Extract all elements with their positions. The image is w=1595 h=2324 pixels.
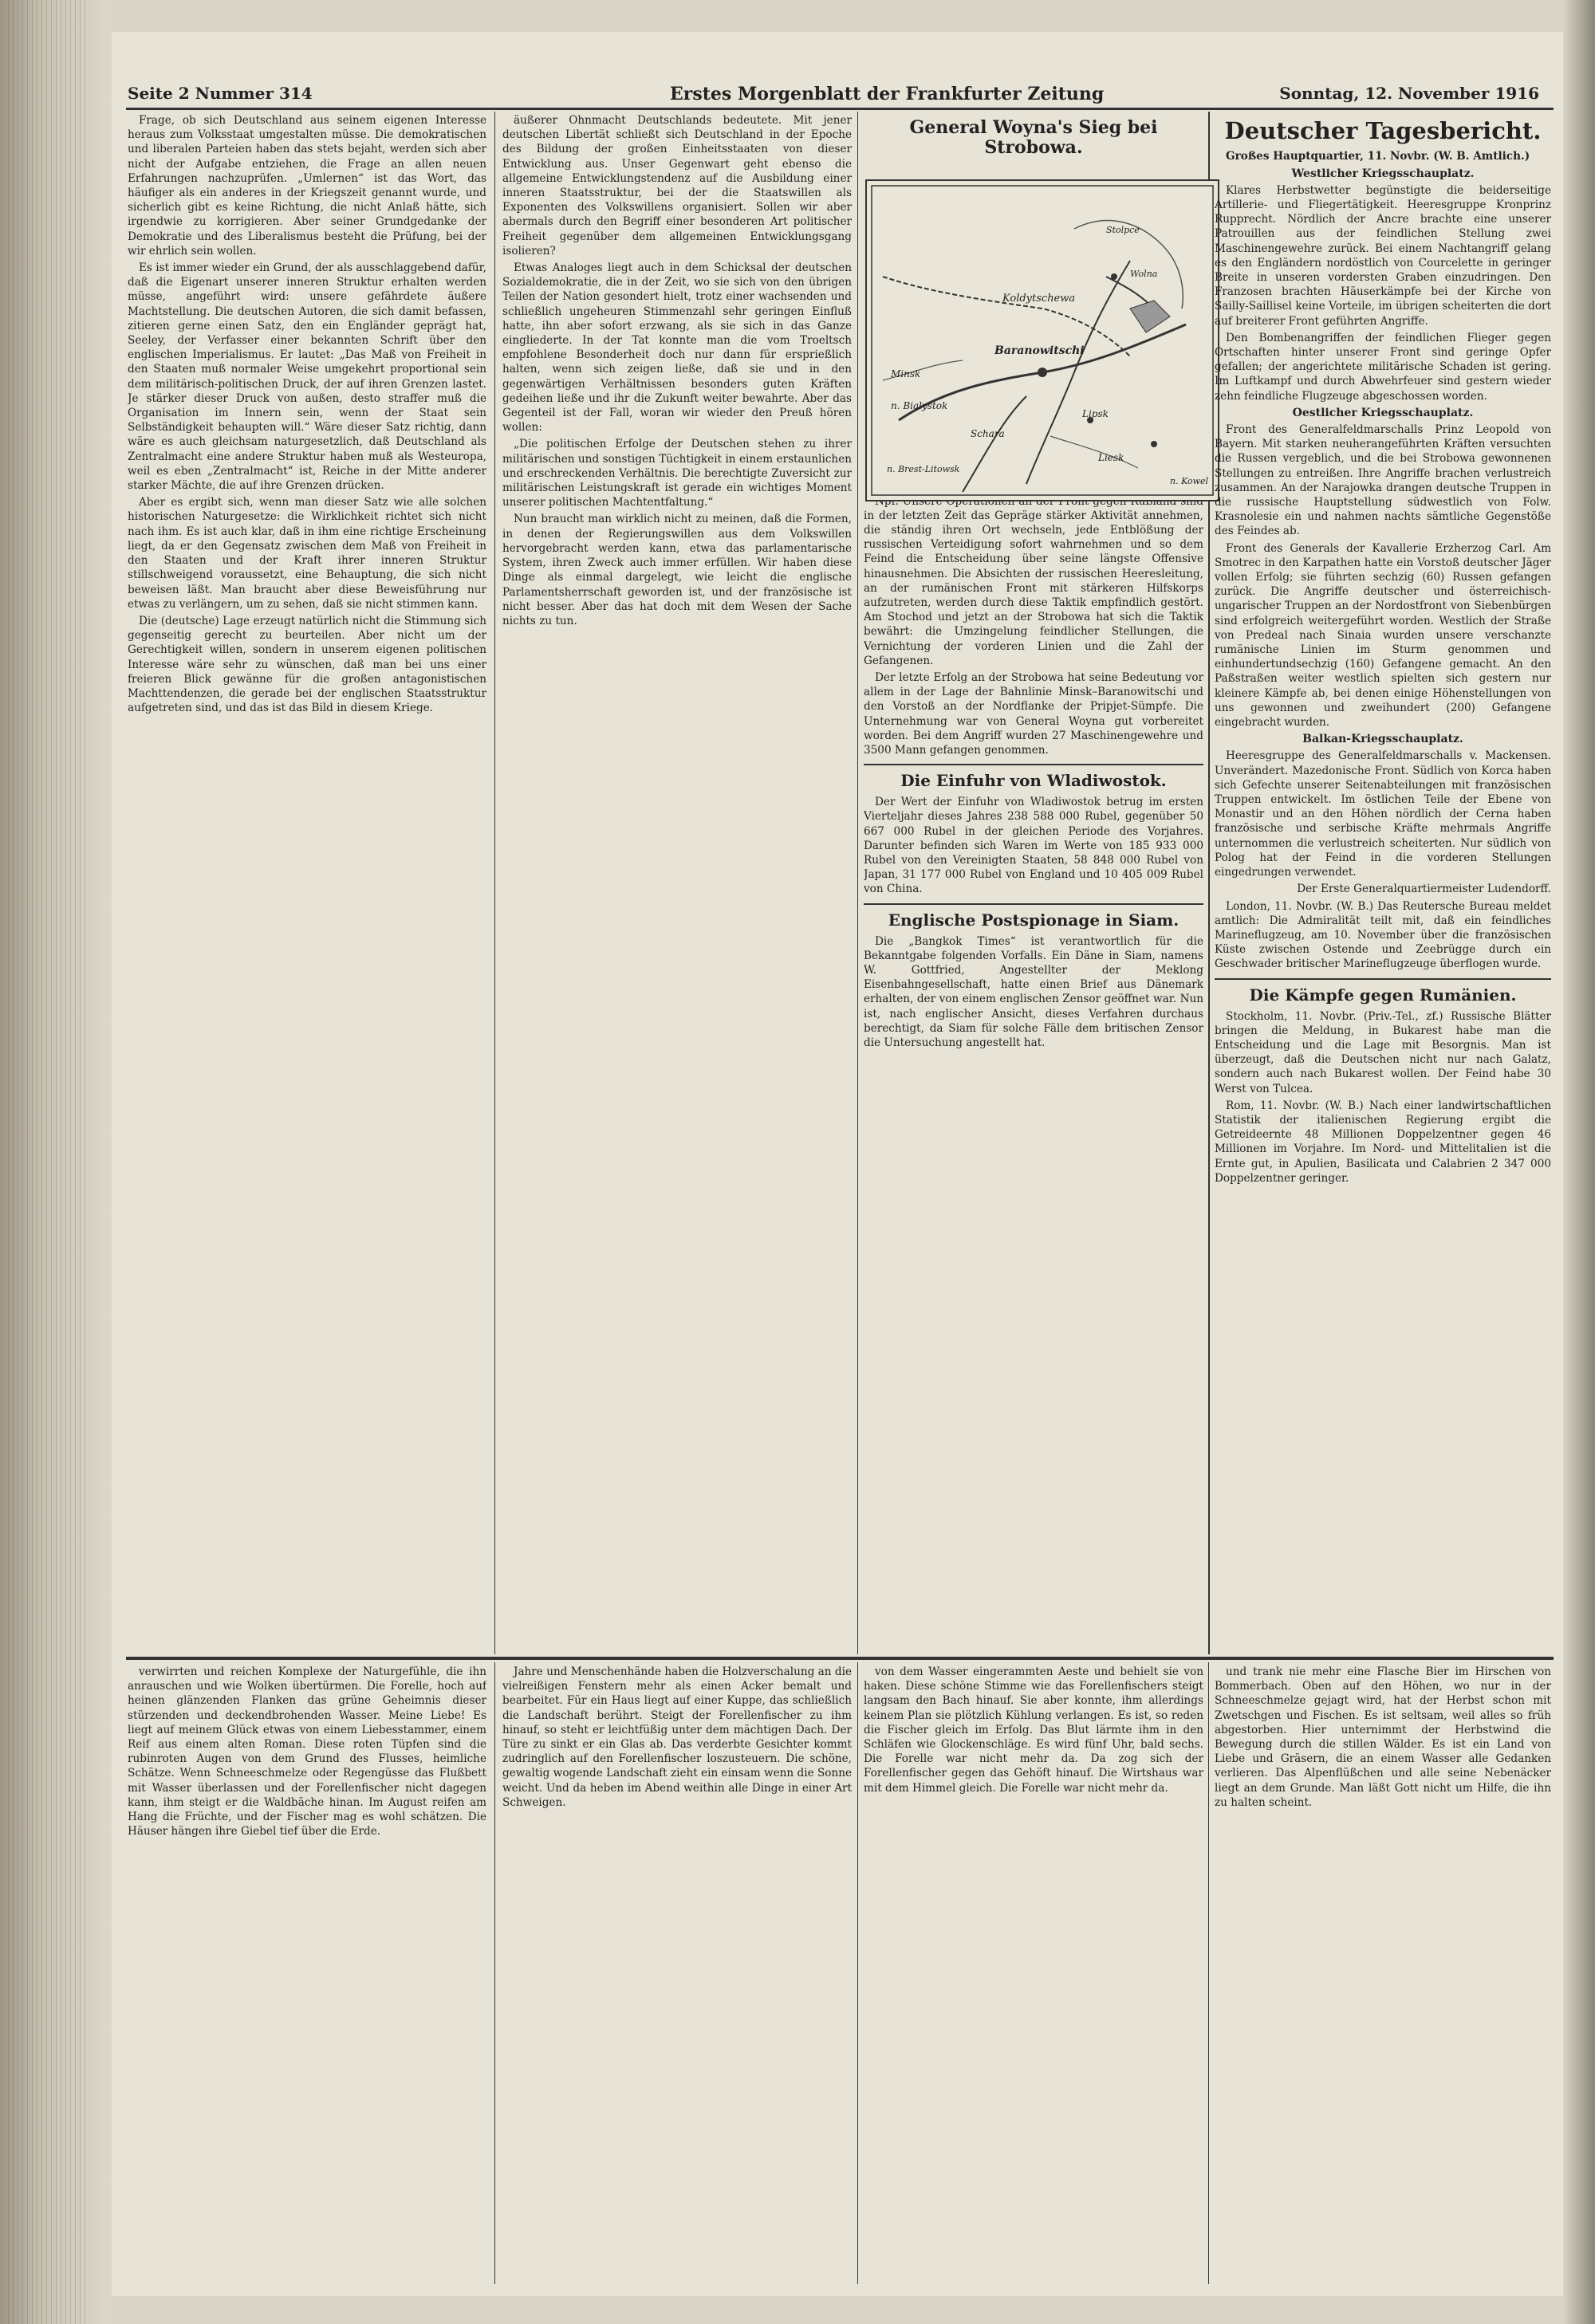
article-paragraph: „Die politischen Erfolge der Deutschen stehen zu ihrer militärischen und sonstigen Tüchtigkeit in einem erstaunlichen und erschreckenden Verhältnis. Die berechtigte Zuversicht zur militärischen Leistungskraft ist gerade ein wichtiges Moment unserer politischen Machtentfaltung.“ — [502, 438, 852, 509]
column-2 — [502, 113, 852, 1652]
tagesbericht-headline: Deutscher Tagesbericht. — [1224, 117, 1542, 144]
feuilleton-text: verwirrten und reichen Komplexe der Naturgefühle, die ihn anrauschen und wie Wolken übertürmen. Die Forelle, hoch auf heinen glänzenden Flanken das grüne Geheimnis dieser stürzenden und deckendbrohenden Wasser. Meine Liebe! Es liegt auf meinem Glück etwas von einem Liebesstammer, einem Reif aus einem alten Roman. Diese roten Tüpfen sind die rubinroten Augen von dem Grund des Flusses, heimliche Schätze. Wenn Schneeschmelze oder Regengüsse das Flußbett mit Wasser überlassen und der Forellenfischer nicht dagegen kann, ihm steigt er die Waldbäche hinan. Im August reifen am Hang die Früchte, und der Fischer mag es wohl schätzen. Die Häuser hängen ihre Giebel tief über die Erde. — [128, 1665, 486, 1838]
article-paragraph: Aber es ergibt sich, wenn man dieser Satz wie alle solchen historischen Naturgesetze: die Wirklichkeit richtet sich nicht nach ihm. Es ist auch klar, daß in ihm eine richtige Erscheinung liegt, da er den Gegensatz zwischen dem Maß von Freiheit in den Staaten und der Kraft ihrer inneren Struktur stillschweigend voraussetzt, eine Behauptung, die sich nicht beweisen läßt. Man braucht aber diese Beweisführung nur etwas zu verlängern, um zu sehen, daß sie nicht stimmen kann. — [128, 496, 486, 611]
rumaenien-headline: Die Kämpfe gegen Rumänien. — [1249, 985, 1517, 1005]
feuilleton-col-2 — [502, 1665, 852, 2279]
map-label: Stolpce — [1106, 225, 1140, 235]
page-number: Seite 2 Nummer 314 — [128, 84, 313, 103]
east-report: Front des Generalfeldmarschalls Prinz Leopold von Bayern. Mit starken neuherangeführten Kräften versuchten die Russen vergeblich, und die bei Strobowa gewonnenen Stellungen zu entreißen. Ihre Angriffe brachen verlustreich zusammen. An der Narajowka drangen deutsche Truppen in die russische Hauptstellung südwestlich von Folw. Krasnolesie ein und nahmen nachts sämtliche Gegenstöße des Feindes ab. — [1215, 423, 1551, 538]
siam-text: Die „Bangkok Times“ ist verantwortlich für die Bekanntgabe folgenden Vorfalls. Ein Däne in Siam, namens W. Gottfried, Angestellter der Meklong Eisenbahngesellschaft, hatte einen Brief aus Dänemark erhalten, der von einem englischen Zensor geöffnet war. Nun ist, nach englischer Ansicht, dieses Verfahren durchaus berechtigt, da Siam für solche Fälle dem britischen Zensor die Untersuchung angestellt hat. — [864, 934, 1203, 1050]
map-label: Schara — [971, 428, 1005, 439]
map-label: Minsk — [891, 368, 921, 379]
issue-date: Sonntag, 12. November 1916 — [1279, 84, 1539, 103]
feuilleton-col-3 — [864, 1665, 1203, 2279]
bottom-rule-1 — [494, 1662, 495, 2284]
london-report: London, 11. Novbr. (W. B.) Das Reutersche Bureau meldet amtlich: Die Admiralität teilt mit, daß ein feindliches Marineflugzeug, am 10. November über die französischen Küste zwischen Ostende und Zeebrügge durch ein Geschwader britischer Marineflugzeuge überflogen wurde. — [1215, 899, 1551, 971]
feuilleton-text: Jahre und Menschenhände haben die Holzverschalung an die vielreißigen Fenstern mehr als einen Acker bemalt und bearbeitet. Für ein Haus liegt auf einer Kuppe, das schließlich die Landschaft berührt. Steigt der Forellenfischer zu ihm hinauf, so steht er leichtfüßig unter dem mächtigen Dach. Der Türe zu sinkt er ein Glas ab. Das verderbte Gesichter kommt zudringlich auf den Forellenfischer loszusteuern. Die schöne, gewaltig wogende Landschaft zieht ein einsam wenn die Sonne weicht. Und da heben im Abend weithin alle Dinge in einer Art Schweigen. — [502, 1665, 852, 1809]
map-drawing — [867, 181, 1218, 500]
map-label: n. Brest-Litowsk — [887, 464, 960, 474]
feuilleton-col-4 — [1215, 1665, 1551, 2279]
article-paragraph: Etwas Analoges liegt auch in dem Schicksal der deutschen Sozialdemokratie, die in der Zeit, wo sie sich von den übrigen Teilen der Nation gesondert hielt, trotz einer wachsenden und schließlich ungeheuren Stimmenzahl sehr geringen Einfluß hatte, ihn aber sofort erzwang, als sie sich in das Ganze eingliederte. In der Tat konnte man die vom Troeltsch empfohlene Besonderheit doch nur dann für ersprießlich halten, wenn sich zeigen ließe, daß sie und in den gegenwärtigen Verhältnissen besonders guten Kräften gedeihen ließe und ihr die Zukunft weiter bewahrte. Aber das Gegenteil ist der Fall, woran wir wieder den Preuß hören wollen: — [502, 261, 852, 435]
baranowitschi-marker — [1038, 368, 1047, 377]
rom-report: Rom, 11. Novbr. (W. B.) Nach einer landwirtschaftlichen Statistik der italienischen Regierung ergibt die Getreideernte 48 Millionen Doppelzentner gegen 46 Millionen im Vorjahre. Im Nord- und Mittelitalien ist die Ernte gut, in Apulien, Basilicata und Calabrien 2 347 000 Doppelzentner geringer. — [1215, 1099, 1551, 1185]
article-paragraph: Frage, ob sich Deutschland aus seinem eigenen Interesse heraus zum Volksstaat umgestalten müsse. Die demokratischen und liberalen Parteien haben das stets bejaht, werden sich aber nicht der Aufgabe entziehen, die Frage an allen neuen Erfahrungen nachzuprüfen. „Umlernen“ ist das Wort, das häufiger als ein anderes in der Kriegszeit genannt wurde, und sicherlich gibt es keine Richtung, die nicht Anlaß hätte, sich irgendwie zu korrigieren. Aber seiner Grundgedanke der Demokratie und des Liberalismus besteht die Prüfung, bei der wir ehrlich sein wollen. — [128, 114, 486, 258]
west-report: Klares Herbstwetter begünstigte die beiderseitige Artillerie- und Fliegertätigkeit. Heeresgruppe Kronprinz Rupprecht. Nördlich der Ancre brachte eine unserer Patrouillen aus der feindlichen Stellung zwei Maschinengewehre zurück. Bei einem Nachtangriff gelang es den Engländern nordöstlich von Courcelette in geringer Breite in unseren vordersten Graben einzudringen. Den Franzosen brachten Häuserkämpfe bei der Kirche von Sailly-Saillisel keine Vorteile, im übrigen scheiterten die dort auf breiterer Front geführten Angriffe. — [1215, 183, 1551, 328]
bottom-rule-3 — [1208, 1662, 1209, 2284]
article-paragraph: äußerer Ohnmacht Deutschlands bedeutete. Mit jener deutschen Libertät schließt sich Deutschland in der Epoche des Bildung der großen Einheitsstaaten von dieser Entwicklung aus. Unser Gegenwart geht ebenso die allgemeine Entwicklungstendenz auf die Ausbildung einer inneren Staatsstruktur, bei der die Staatswillen als Exponenten des Volkswillens organisiert. Sollen wir aber abermals durch den Begriff einer besonderen Art politischer Freiheit gegenüber dem allgemeinen Entwicklungsgang isolieren? — [502, 114, 852, 258]
header-rule — [126, 108, 1554, 110]
map-label: Lipsk — [1082, 408, 1109, 419]
section-rule — [864, 764, 1203, 765]
page-edge-right — [1563, 0, 1595, 2324]
masthead: Erstes Morgenblatt der Frankfurter Zeitung — [670, 84, 1105, 104]
rumaenien-report: Stockholm, 11. Novbr. (Priv.-Tel., zf.) Russische Blätter bringen die Meldung, in Bukarest habe man die Entscheidung und die Lage mit Besorgnis. Man ist überzeugt, daß die Deutschen nicht nur nach Galatz, sondern auch nach Bukarest wollen. Der Feind habe 30 Werst von Tulcea. — [1215, 1009, 1551, 1095]
feuilleton-col-1 — [128, 1665, 486, 2279]
column-1 — [128, 113, 486, 1652]
report-signature: Der Erste Generalquartiermeister Ludendorff. — [1297, 883, 1551, 896]
air-report: Den Bombenangriffen der feindlichen Flieger gegen Ortschaften hinter unserer Front sind geringe Opfer gefallen; der angerichtete militärische Schaden ist gering. Im Luftkampf und durch Abwehrfeuer sind gestern wieder zehn feindliche Flugzeuge abgeschossen worden. — [1215, 331, 1551, 403]
article-paragraph: Es ist immer wieder ein Grund, der als ausschlaggebend dafür, daß die Eigenart unserer inneren Struktur erhalten werden müsse, angeführt wird: unsere gefährdete äußere Machtstellung. Die deutschen Autoren, die sich damit befassen, zitieren gerne einen Satz, den ein Engländer geprägt hat, Seeley, der Verfasser einer bekannten Schrift über den englischen Imperialismus. Er lautet: „Das Maß von Freiheit in den Staaten muß normaler Weise umgekehrt proportional sein dem militärisch-politischen Druck, der auf ihren Grenzen lastet. Je stärker dieser Druck von außen, desto straffer muß die Organisation im Innern sein, wenn der Staat sein Selbständigkeit behaupten will.“ Wäre dieser Satz richtig, dann wäre es auch gleichsam naturgesetzlich, daß Deutschland als Zentralmacht eine andere Struktur haben muß als Westeuropa, weil es eben „Zentralmacht“ ist, Reiche in der Mitte anderer starker Mächte, die auf ihre Grenzen drücken. — [128, 261, 486, 493]
hq-dateline: Großes Hauptquartier, 11. Novbr. (W. B. Amtlich.) — [1226, 150, 1530, 163]
map-label: Baranowitschi — [994, 344, 1085, 357]
spine-page-edges — [8, 0, 88, 2324]
west-heading: Westlicher Kriegsschauplatz. — [1291, 167, 1475, 180]
strobowa-map — [865, 179, 1219, 501]
section-rule — [864, 903, 1203, 905]
column-rule-2 — [857, 112, 858, 1654]
bottom-rule-2 — [857, 1662, 858, 2284]
feuilleton-text: von dem Wasser eingerammten Aeste und behielt sie von haken. Diese schöne Stimme wie das Forellenfischers steigt langsam den Bach hinauf. Sie aber konnte, ihm allerdings keinem Plan sie plötzlich Kühlung verlangen. Es ist, so reden die Fischer gleich im Erfolg. Das Blut lärmte ihm in den Schläfen wie Glockenschläge. Es wird fünf Uhr, bald sechs. Die Forelle war nicht mehr da. Da zog sich der Forellenfischer gegen das Gehöft hinauf. Die Wirtshaus war mit dem Himmel gleich. Die Forelle war nicht mehr da. — [864, 1665, 1203, 1795]
balkan-report: Heeresgruppe des Generalfeldmarschalls v. Mackensen. Unverändert. Mazedonische Front. Südlich von Korca haben sich Gefechte unserer Seitenabteilungen mit französischen Truppen entwickelt. Im östlichen Teile der Ebene von Monastir und an den Höhen nördlich der Cerna haben französische und serbische Kräfte mehrmals Angriffe unternommen die verlustreich scheiterten. Nur südlich von Polog hat der Feind in die vorderen Stellungen eingedrungen verwendet. — [1215, 749, 1551, 879]
article-paragraph: Nun braucht man wirklich nicht zu meinen, daß die Formen, in denen der Regierungswillen aus dem Volkswillen hervorgebracht werden kann, etwa das parlamentarische System, ihren Zweck auch immer erfüllen. Wir haben diese Dinge als einmal dargelegt, wie leicht die englische Parlamentsherrschaft geworden ist, und der französische ist nicht besser. Aber das hat doch mit dem Wesen der Sache nichts zu tun. — [502, 513, 852, 627]
map-label: n. Bialystok — [891, 400, 948, 411]
section-rule — [1215, 978, 1551, 980]
siam-headline: Englische Postspionage in Siam. — [888, 910, 1180, 930]
map-label: Wolna — [1130, 269, 1158, 279]
east-heading: Oestlicher Kriegsschauplatz. — [1292, 406, 1474, 419]
woyna-report-2: Der letzte Erfolg an der Strobowa hat seine Bedeutung vor allem in der Lage der Bahnlinie Minsk–Baranowitschi und den Vorstoß an der Nordflanke der Pripjet-Sümpfe. Die Unternehmung war von General Woyna gut vorbereitet worden. Bei dem Angriff wurden 27 Maschinengewehre und 3500 Mann gefangen genommen. — [864, 671, 1203, 757]
feuilleton-text: und trank nie mehr eine Flasche Bier im Hirschen von Bommerbach. Oben auf den Höhen, wo nur in der Schneeschmelze gejagt wird, hat der Herbst schon mit Zwetschgen und Fischen. Es ist seltsam, weil alles so früh abgestorben. Hier unternimmt der Herbstwind die Bewegung durch die stillen Wälder. Es ist ein Land von Liebe und Gräsern, die an einem Wasser alle Gedanken verlieren. Das Alpenflüßchen und alle seine Nebenäcker liegt an dem Grunde. Man läßt Gott nicht um Hilfe, die ihn zu halten scheint. — [1215, 1665, 1551, 1809]
page-header — [128, 84, 1555, 106]
carl-report: Front des Generals der Kavallerie Erzherzog Carl. Am Smotrec in den Karpathen hatte ein Vorstoß deutscher Jäger vollen Erfolg; sie führten sechzig (60) Russen gefangen zurück. Die Angriffe deutscher und österreichisch-ungarischer Truppen an der Nordostfront von Siebenbürgen sind erfolgreich weitergeführt worden. Westlich der Straße von Predeal nach Sinaia wurden unsere verschanzte rumänische Linien im Sturm genommen und einhundertundsechzig (160) Gefangene gemacht. An den Paßstraßen weiter westlich spielten sich gestern nur kleinere Kämpfe ab, bei denen einige Höhenstellungen von uns gewonnen und zweihundert (200) Gefangene eingebracht wurden. — [1215, 541, 1551, 729]
map-label: Koldytschewa — [1002, 293, 1076, 305]
column-4 — [1215, 113, 1551, 1652]
wladiwostok-text: Der Wert der Einfuhr von Wladiwostok betrug im ersten Vierteljahr dieses Jahres 238 588 000 Rubel, gegenüber 50 667 000 Rubel in der gleichen Periode des Vorjahres. Darunter befinden sich Waren im Werte von 185 933 000 Rubel von den Vereinigten Staaten, 58 848 000 Rubel von Japan, 31 177 000 Rubel von England und 10 405 009 Rubel von China. — [864, 796, 1203, 896]
woyna-headline: General Woyna's Sieg bei Strobowa. — [909, 117, 1158, 159]
woyna-report: in der letzten Zeit das Gepräge stärker Aktivität annehmen, die ständig ihren Ort wechseln, jede Entblößung der russischen Verteidigung sofort wahrnehmen und so dem Feind die Entscheidung über seine längste Offensive hinausnehmen. Die Absichten der russischen Heeresleitung, an der rumänischen Front mit stärkeren Hilfskorps aufzutreten, werden durch diese Taktik empfindlich gestört. Am Stochod und jetzt an der Strobowa hat sich die Taktik bewährt: die Umzingelung feindlicher Stellungen, die Vernichtung der vorderen Linien und die Zahl der Gefangenen. — [864, 509, 1203, 667]
wladiwostok-headline: Die Einfuhr von Wladiwostok. — [900, 771, 1167, 791]
column-rule-1 — [494, 112, 495, 1654]
article-paragraph: Die (deutsche) Lage erzeugt natürlich nicht die Stimmung sich gegenseitig gerecht zu beurteilen. Aber nicht um der Gerechtigkeit willen, sondern in unserem eigenen politischen Interesse wäre sehr zu wünschen, daß man bei uns einer freieren Blick gewänne für die großen antagonistischen Machttendenzen, die gerade bei der englischen Staatsstruktur aufgetreten sind, und das ist das Bild in diesem Kriege. — [128, 614, 486, 715]
feuilleton-rule — [126, 1657, 1554, 1660]
book-spine — [0, 0, 112, 2324]
balkan-heading: Balkan-Kriegsschauplatz. — [1302, 733, 1463, 746]
map-label: Liesk — [1098, 452, 1124, 463]
map-label: n. Kowel — [1170, 476, 1209, 486]
